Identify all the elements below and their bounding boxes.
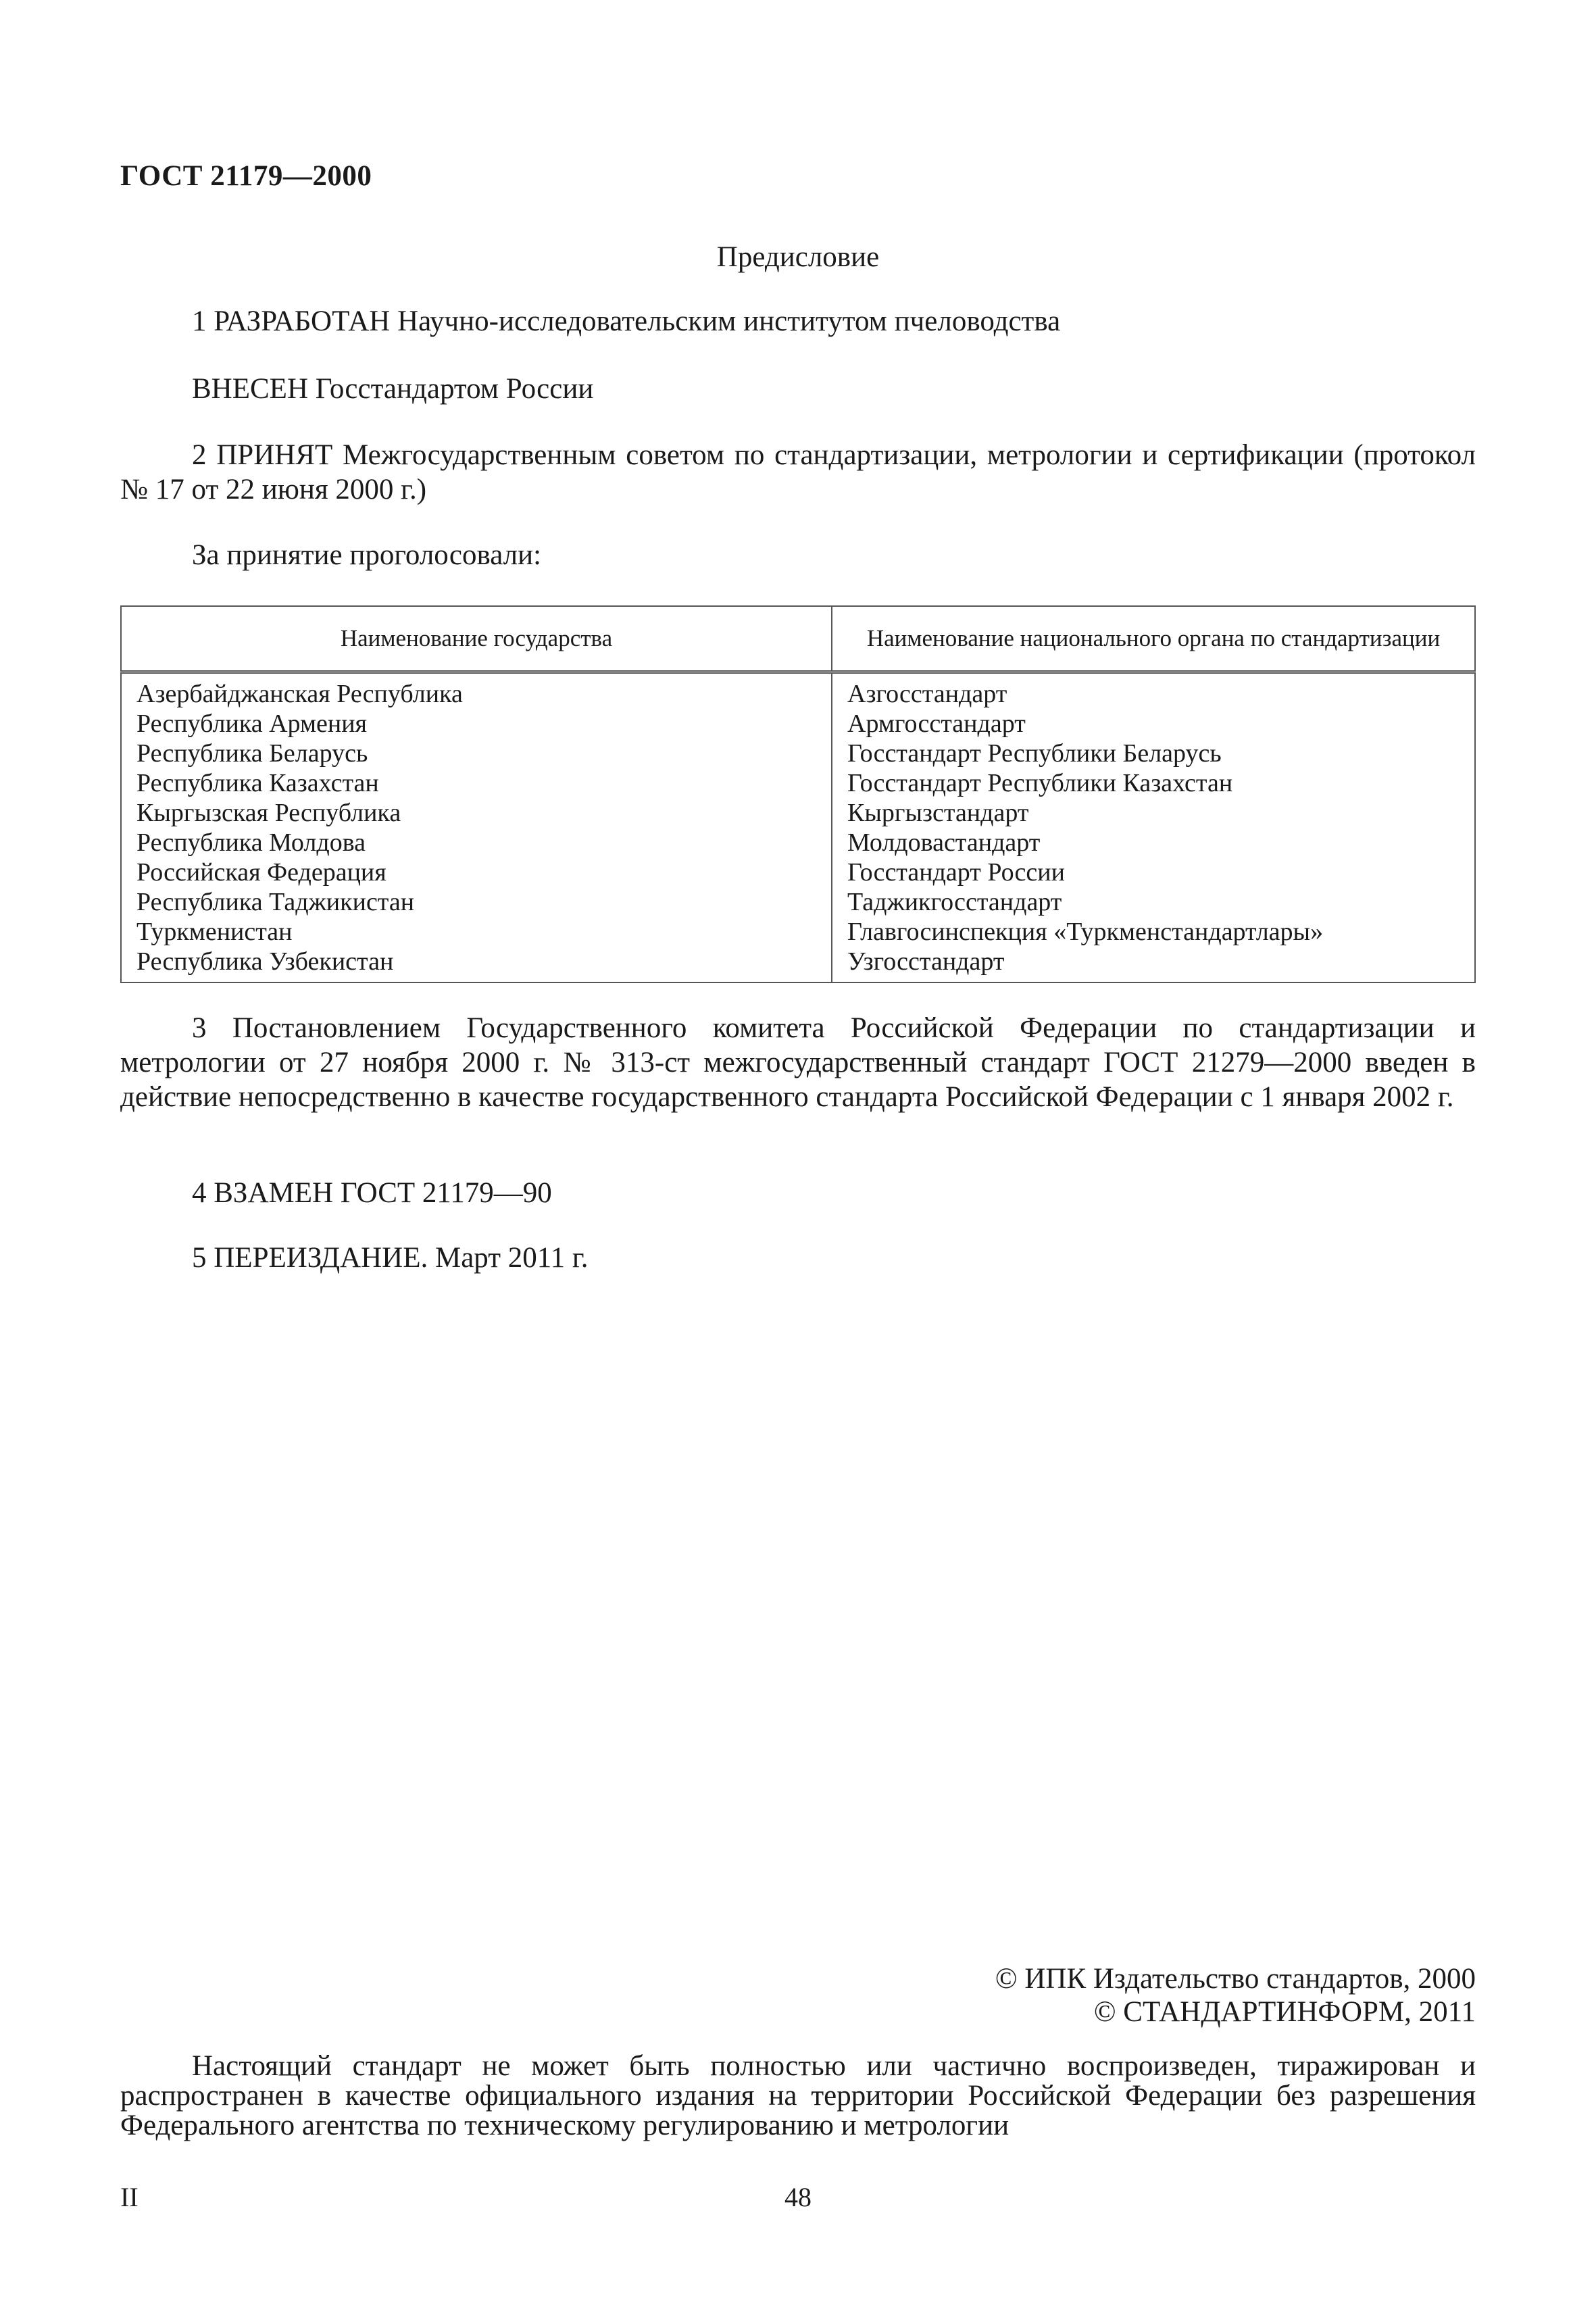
table-cell: Узгосстандарт (847, 947, 1005, 976)
page-number: 48 (784, 2182, 812, 2212)
section-heading: Предисловие (716, 241, 880, 273)
copyright-block (995, 1962, 1476, 2028)
column-header-body: Наименование национального органа по стандартизации (832, 606, 1475, 672)
table-cell: Госстандарт России (847, 858, 1065, 887)
bodies-column (832, 672, 1475, 983)
table-cell: Кыргызстандарт (847, 799, 1029, 827)
table-cell: Республика Узбекистан (136, 947, 394, 976)
table-cell: Республика Армения (136, 710, 368, 738)
table-body-row (121, 672, 1475, 983)
item-1-submitted: ВНЕСЕН Госстандартом России (192, 373, 594, 405)
column-header-state: Наименование государства (121, 606, 832, 672)
table-header-row (121, 606, 1475, 672)
item-1: 1 РАЗРАБОТАН Научно-исследовательским институтом пчеловодства (192, 305, 1061, 337)
roman-page-number: II (120, 2182, 139, 2212)
table-cell: Азербайджанская Республика (136, 680, 463, 708)
vote-label: За принятие проголосовали: (192, 539, 542, 571)
table-cell: Армгосстандарт (847, 710, 1026, 738)
table-cell: Кыргызская Республика (136, 799, 401, 827)
item-2: 2 ПРИНЯТ Межгосударственным советом по стандартизации, метрологии и сертификации (протокол № 17 от 22 июня 2000 г.) (120, 439, 1476, 505)
copyright-line: © ИПК Издательство стандартов, 2000 (995, 1963, 1476, 1995)
table-cell: Российская Федерация (136, 858, 386, 887)
item-5: 5 ПЕРЕИЗДАНИЕ. Март 2011 г. (192, 1242, 589, 1274)
table-cell: Таджикгосстандарт (847, 888, 1062, 916)
table-cell: Госстандарт Республики Беларусь (847, 739, 1222, 768)
table-cell: Республика Казахстан (136, 769, 379, 797)
reproduction-notice: Настоящий стандарт не может быть полностью или частично воспроизведен, тиражирован и распространен в качестве официального издания на территории Российской Федерации без разрешения Федерального агентства по техническому регулированию и метрологии (120, 2050, 1476, 2141)
table-cell: Молдовастандарт (847, 828, 1041, 857)
table-cell: Азгосстандарт (847, 680, 1007, 708)
table-cell: Госстандарт Республики Казахстан (847, 769, 1233, 797)
states-column (121, 672, 832, 983)
table-cell: Республика Таджикистан (136, 888, 415, 916)
table-cell: Республика Молдова (136, 828, 366, 857)
table-cell: Туркменистан (136, 918, 293, 946)
states-table (120, 605, 1476, 983)
item-4: 4 ВЗАМЕН ГОСТ 21179—90 (192, 1177, 552, 1209)
document-code: ГОСТ 21179—2000 (120, 160, 372, 192)
table-cell: Главгосинспекция «Туркменстандартлары» (847, 918, 1324, 946)
copyright-line: © СТАНДАРТИНФОРМ, 2011 (1093, 1996, 1476, 2028)
item-3: 3 Постановлением Государственного комитета Российской Федерации по стандартизации и метрологии от 27 ноября 2000 г. № 313-ст межгосударственный стандарт ГОСТ 21279—2000 введен в действие непосредственно в качестве государственного стандарта Российской Федерации с 1 января 2002 г. (120, 1012, 1476, 1113)
table-cell: Республика Беларусь (136, 739, 368, 768)
